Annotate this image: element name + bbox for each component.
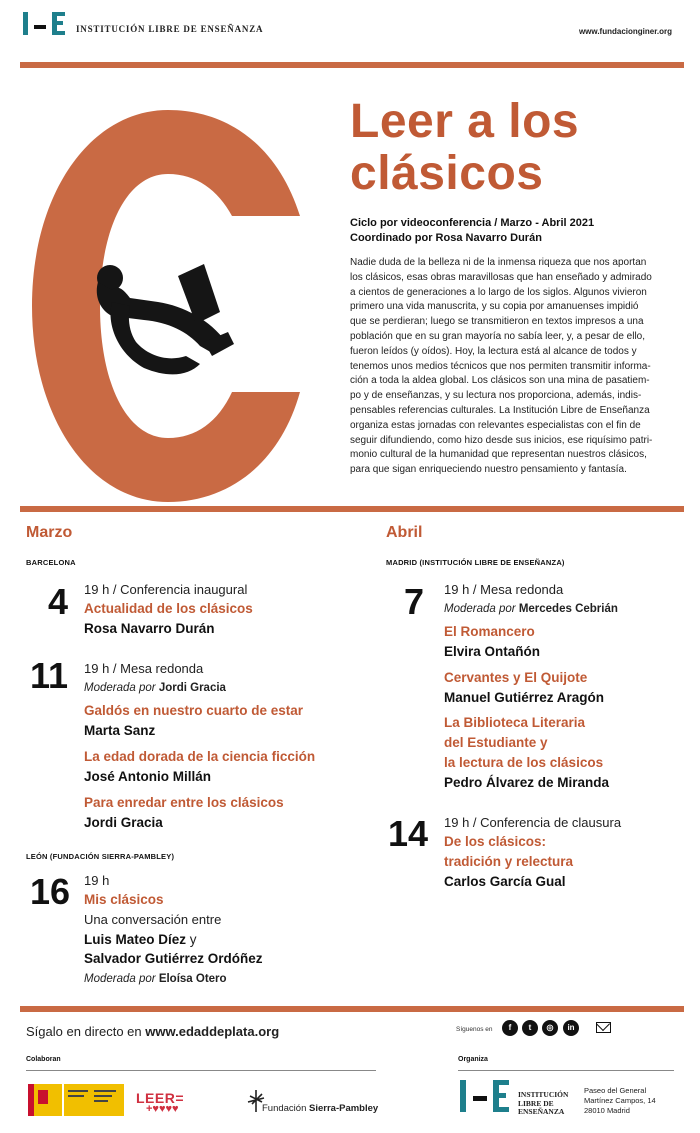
moderator-prefix: Moderada por — [444, 603, 516, 615]
talk-title: la lectura de los clásicos — [444, 755, 604, 770]
bottom-divider — [20, 1006, 684, 1012]
twitter-icon[interactable]: t — [522, 1020, 538, 1036]
speaker-name: Salvador Gutiérrez Ordóñez — [84, 951, 263, 966]
follow-us-label: Síguenos en — [456, 1026, 493, 1033]
organiza-rule — [458, 1070, 674, 1071]
talk-title: La Biblioteca Literaria — [444, 715, 586, 730]
speaker-name: Elvira Ontañón — [444, 644, 541, 659]
instagram-icon[interactable]: ◎ — [542, 1020, 558, 1036]
talk-title: Mis clásicos — [84, 892, 164, 907]
speaker-name: Rosa Navarro Durán — [84, 621, 215, 636]
speaker-name: Manuel Gutiérrez Aragón — [444, 690, 605, 705]
title-line-2: clásicos — [350, 147, 544, 200]
colaboran-rule — [26, 1070, 376, 1071]
moderator-name: Eloísa Otero — [158, 973, 227, 985]
venue-leon: LEÓN (FUNDACIÓN SIERRA-PAMBLEY) — [26, 852, 175, 861]
event-time: 19 h / Conferencia inaugural — [84, 582, 248, 597]
talk-title: El Romancero — [444, 624, 535, 639]
intro-line: fueron leídos (y oídos). Hoy, la lectura está al alcance de todos y — [350, 345, 637, 357]
speaker-name: Pedro Álvarez de Miranda — [444, 775, 610, 790]
mail-icon[interactable] — [596, 1022, 611, 1033]
event-day-14: 14 — [388, 813, 429, 854]
spain-ministry-logo — [28, 1084, 124, 1116]
event-day-4: 4 — [48, 581, 69, 622]
follow-live-line — [26, 1024, 279, 1039]
address-line: Martínez Campos, 14 — [584, 1096, 656, 1105]
colaboran-label: Colaboran — [26, 1056, 61, 1063]
talk-title: Actualidad de los clásicos — [84, 601, 253, 616]
speaker-line — [84, 930, 197, 949]
intro-paragraph — [350, 256, 684, 478]
conjunction: y — [189, 932, 197, 947]
ile-name-footer — [518, 1091, 568, 1117]
ile-logo-footer — [458, 1076, 510, 1116]
event-time: 19 h — [84, 873, 110, 888]
address — [584, 1086, 656, 1116]
ile-name-line: LIBRE DE — [518, 1098, 554, 1108]
fsp-prefix: Fundación — [262, 1103, 307, 1114]
speaker-name: Carlos García Gual — [444, 874, 566, 889]
ile-logo — [22, 10, 66, 40]
moderator-line — [444, 600, 618, 619]
org-name: INSTITUCIÓN LIBRE DE ENSEÑANZA — [76, 24, 264, 34]
linkedin-icon[interactable]: in — [563, 1020, 579, 1036]
intro-line: pensables referencias culturales. La Institución Libre de Enseñanza — [350, 404, 650, 416]
follow-prefix: Sígalo en directo en — [26, 1024, 142, 1039]
moderator-prefix: Moderada por — [84, 973, 156, 985]
intro-line: para que sigan enriqueciendo nuestro pensamiento y fantasía. — [350, 464, 627, 476]
moderator-name: Jordi Gracia — [158, 682, 226, 694]
venue-madrid: MADRID (INSTITUCIÓN LIBRE DE ENSEÑANZA) — [386, 558, 565, 567]
subtitle-line-1: Ciclo por videoconferencia / Marzo - Abril 2021 — [350, 217, 595, 229]
moderator-line — [84, 679, 226, 698]
facebook-icon[interactable]: f — [502, 1020, 518, 1036]
talk-title: De los clásicos: — [444, 834, 547, 849]
intro-line: los clásicos, esas obras maravillosas que han enseñado y admirado — [350, 271, 652, 283]
ile-name-line: INSTITUCIÓN — [518, 1090, 569, 1099]
talk-description: Una conversación entre — [84, 912, 222, 927]
talk-title: del Estudiante y — [444, 735, 548, 750]
event-day-7: 7 — [404, 581, 425, 622]
subtitle-line-2: Coordinado por Rosa Navarro Durán — [350, 232, 542, 244]
speaker-name: Marta Sanz — [84, 723, 156, 738]
intro-line: a cientos de generaciones a lo largo de los siglos. Algunos vivieron — [350, 286, 647, 298]
moderator-prefix: Moderada por — [84, 682, 156, 694]
event-time: 19 h / Conferencia de clausura — [444, 815, 622, 830]
sierra-pambley-name — [262, 1103, 378, 1114]
fsp-name: Sierra-Pambley — [309, 1103, 379, 1114]
leer-logo: LEER= — [136, 1090, 185, 1106]
reader-silhouette-icon — [97, 264, 234, 374]
subtitle — [350, 216, 594, 246]
talk-title: tradición y relectura — [444, 854, 574, 869]
talk-title: La edad dorada de la ciencia ficción — [84, 749, 316, 764]
talk-title: Cervantes y El Quijote — [444, 670, 588, 685]
event-time: 19 h / Mesa redonda — [84, 661, 204, 676]
top-divider — [20, 62, 684, 68]
month-heading-marzo: Marzo — [26, 524, 73, 541]
talk-title: Galdós en nuestro cuarto de estar — [84, 703, 304, 718]
title-line-1: Leer a los — [350, 95, 580, 148]
intro-line: primero una vida manuscrita, y su copia por amanuenses impidió — [350, 301, 639, 313]
intro-line: población que en su gran mayoría no sabía leer, y, a pesar de ello, — [350, 330, 646, 342]
address-line: Paseo del General — [584, 1086, 647, 1095]
intro-line: tenemos unos medios técnicos que nos permiten transmitir informa- — [350, 360, 651, 372]
hero-letter-c-illustration — [28, 106, 320, 506]
intro-line: po y de enseñanzas, y su lectura nos proporciona, además, indis- — [350, 390, 642, 402]
talk-title: Para enredar entre los clásicos — [84, 795, 284, 810]
follow-link[interactable]: www.edaddeplata.org — [145, 1024, 280, 1039]
speaker-name: Luis Mateo Díez — [84, 932, 187, 947]
address-line: 28010 Madrid — [584, 1106, 630, 1115]
organiza-label: Organiza — [458, 1056, 488, 1063]
intro-line: que se perdieran; luego se transmitieron en textos impresos a una — [350, 316, 644, 328]
speaker-name: Jordi Gracia — [84, 815, 163, 830]
intro-line: monio cultural de la humanidad que representan nuestros clásicos, — [350, 449, 647, 461]
event-day-11: 11 — [30, 655, 69, 696]
speaker-name: José Antonio Millán — [84, 769, 212, 784]
event-day-16: 16 — [30, 871, 71, 912]
moderator-line — [84, 970, 227, 989]
leer-hearts-logo: +♥♥♥♥ — [146, 1103, 179, 1115]
venue-barcelona: BARCELONA — [26, 558, 76, 567]
moderator-name: Mercedes Cebrián — [518, 603, 618, 615]
website-link[interactable]: www.fundacionginer.org — [578, 27, 672, 36]
intro-line: ción a toda la aldea global. Los clásicos son una mina de pasatiem- — [350, 375, 650, 387]
month-heading-abril: Abril — [386, 524, 423, 541]
intro-line: Nadie duda de la belleza ni de la inmensa riqueza que nos aportan — [350, 257, 647, 268]
event-time: 19 h / Mesa redonda — [444, 582, 564, 597]
middle-divider — [20, 506, 684, 512]
ile-name-line: ENSEÑANZA — [518, 1107, 565, 1116]
intro-line: organiza estas jornadas con relevantes especialistas con el fin de — [350, 419, 641, 431]
page-title — [350, 96, 579, 200]
intro-line: seguir difundiendo, como hizo desde sus inicios, ese riquísimo patri- — [350, 434, 653, 446]
